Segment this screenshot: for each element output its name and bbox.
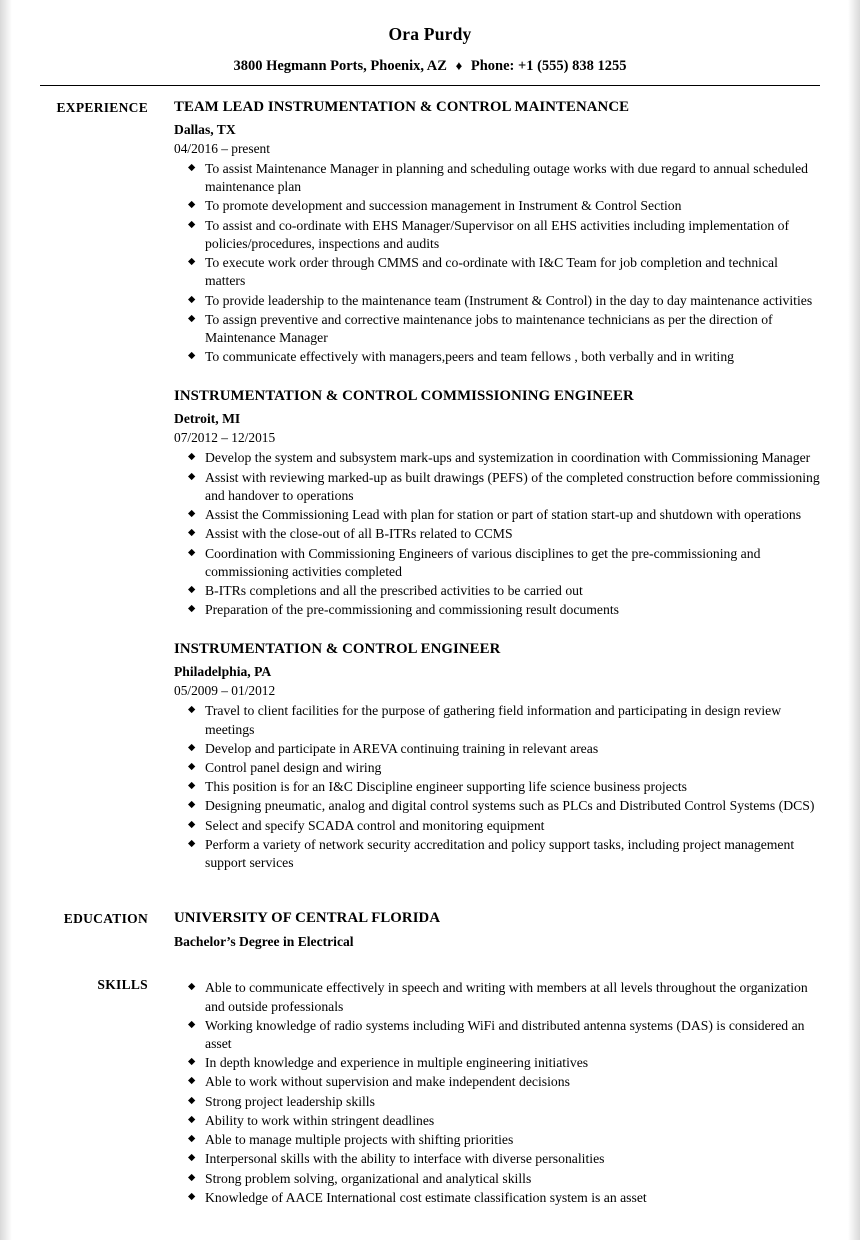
skill-bullet: ◆ Ability to work within stringent deadlines (174, 1112, 820, 1130)
job-bullet: ◆ Assist with reviewing marked-up as built drawings (PEFS) of the completed construction before commissioning and handover to operations (174, 469, 820, 505)
job-bullet: ◆ Assist the Commissioning Lead with plan for station or part of station start-up and shutdown with operations (174, 506, 820, 524)
section-label-experience: EXPERIENCE (56, 100, 148, 115)
job-bullet: ◆ B-ITRs completions and all the prescribed activities to be carried out (174, 582, 820, 600)
skill-bullet: ◆ Able to manage multiple projects with shifting priorities (174, 1131, 820, 1149)
page-left-edge-shadow (0, 0, 12, 1240)
skill-bullet: ◆ Strong project leadership skills (174, 1093, 820, 1111)
job-bullet: ◆ This position is for an I&C Discipline engineer supporting life science business projects (174, 778, 820, 796)
skill-bullet: ◆ Strong problem solving, organizational and analytical skills (174, 1170, 820, 1188)
experience-entries (164, 99, 820, 872)
section-label-skills: SKILLS (97, 977, 148, 993)
job-bullet: ◆ Designing pneumatic, analog and digital control systems such as PLCs and Distributed Control Systems (DCS) (174, 797, 820, 815)
education-degree: Bachelor’s Degree in Electrical (174, 934, 354, 950)
job-bullet: ◆ Assist with the close-out of all B-ITRs related to CCMS (174, 525, 820, 543)
contact-address: 3800 Hegmann Ports, Phoenix, AZ (233, 58, 447, 74)
job-dates: 05/2009 – 01/2012 (174, 683, 276, 699)
job-title: INSTRUMENTATION & CONTROL ENGINEER (174, 641, 501, 658)
job-bullet-list (174, 702, 820, 872)
job-bullet: ◆ To assist and co-ordinate with EHS Manager/Supervisor on all EHS activities including implementation of policies/procedures, inspections and audits (174, 217, 820, 253)
contact-phone: Phone: +1 (555) 838 1255 (470, 58, 627, 74)
job-location: Dallas, TX (174, 122, 236, 137)
job-location: Philadelphia, PA (174, 664, 272, 680)
job-dates: 04/2016 – present (174, 141, 270, 156)
job-bullet: ◆ Control panel design and wiring (174, 759, 820, 777)
page-right-edge-shadow (848, 0, 860, 1240)
job-bullet: ◆ To communicate effectively with managers,peers and team fellows , both verbally and in writing (174, 348, 820, 366)
skill-bullet: ◆ In depth knowledge and experience in multiple engineering initiatives (174, 1054, 820, 1072)
job-bullet: ◆ Develop and participate in AREVA continuing training in relevant areas (174, 740, 820, 758)
skill-bullet: ◆ Able to work without supervision and make independent decisions (174, 1073, 820, 1091)
section-experience (36, 99, 820, 872)
job-bullet: ◆ To assign preventive and corrective maintenance jobs to maintenance technicians as per the direction of Maintenance Manager (174, 311, 820, 347)
education-entries (164, 910, 820, 950)
skills-entries (164, 976, 820, 1207)
job-bullet: ◆ Preparation of the pre-commissioning and commissioning result documents (174, 601, 820, 619)
job-bullet-list (174, 449, 820, 619)
skill-bullet: ◆ Working knowledge of radio systems including WiFi and distributed antenna systems (DAS) is considered an asset (174, 1017, 820, 1053)
job-bullet: ◆ To provide leadership to the maintenance team (Instrument & Control) in the day to day maintenance activities (174, 292, 820, 310)
job-title: TEAM LEAD INSTRUMENTATION & CONTROL MAINTENANCE (174, 99, 630, 115)
skills-bullet-list (174, 979, 820, 1207)
section-education (36, 910, 820, 950)
experience-item (174, 388, 820, 619)
job-bullet: ◆ Travel to client facilities for the purpose of gathering field information and participating in design review meetings (174, 702, 820, 738)
candidate-name: Ora Purdy (388, 24, 472, 44)
spacer-experience-education (36, 872, 820, 910)
education-school: UNIVERSITY OF CENTRAL FLORIDA (174, 910, 441, 927)
diamond-separator-icon: ♦ (455, 58, 463, 73)
skill-bullet: ◆ Knowledge of AACE International cost estimate classification system is an asset (174, 1189, 820, 1207)
job-bullet: ◆ To assist Maintenance Manager in planning and scheduling outage works with due regard to annual scheduled maintenance plan (174, 160, 820, 196)
resume-document (14, 0, 846, 1240)
job-location: Detroit, MI (174, 411, 241, 427)
job-bullet: ◆ Develop the system and subsystem mark-ups and systemization in coordination with Commissioning Manager (174, 449, 820, 467)
skill-bullet: ◆ Interpersonal skills with the ability to interface with diverse personalities (174, 1150, 820, 1168)
section-label-education: EDUCATION (63, 911, 148, 927)
job-dates: 07/2012 – 12/2015 (174, 430, 276, 446)
section-skills (36, 976, 820, 1207)
job-bullet-list (174, 160, 820, 366)
contact-line (14, 45, 846, 75)
job-bullet: ◆ To promote development and succession management in Instrument & Control Section (174, 197, 820, 215)
skill-bullet: ◆ Able to communicate effectively in speech and writing with members at all levels throughout the organization and outside professionals (174, 979, 820, 1015)
job-bullet: ◆ Coordination with Commissioning Engineers of various disciplines to get the pre-commissioning and commissioning activities completed (174, 545, 820, 581)
experience-item (174, 99, 820, 366)
spacer-education-skills (36, 950, 820, 976)
job-bullet: ◆ Select and specify SCADA control and monitoring equipment (174, 817, 820, 835)
resume-body (14, 86, 846, 1207)
job-bullet: ◆ Perform a variety of network security accreditation and policy support tasks, including project management support services (174, 836, 820, 872)
experience-item (174, 641, 820, 872)
job-title: INSTRUMENTATION & CONTROL COMMISSIONING ENGINEER (174, 388, 634, 405)
job-bullet: ◆ To execute work order through CMMS and co-ordinate with I&C Team for job completion and technical matters (174, 254, 820, 290)
